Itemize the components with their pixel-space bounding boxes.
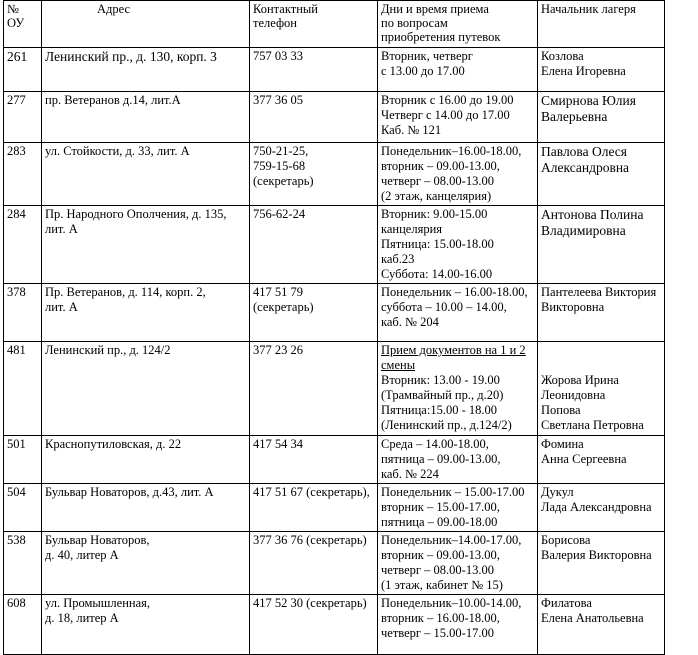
cell-head: Фомина Анна Сергеевна xyxy=(538,436,665,484)
cell-head: Козлова Елена Игоревна xyxy=(538,48,665,92)
cell-num: 608 xyxy=(4,595,42,655)
table-row xyxy=(4,206,665,284)
header-head: Начальник лагеря xyxy=(538,1,665,48)
cell-num: 261 xyxy=(4,48,42,92)
table-row xyxy=(4,532,665,595)
cell-num: 481 xyxy=(4,342,42,436)
cell-days: Понедельник–16.00-18.00, вторник – 09.00-13.00, четверг – 08.00-13.00 (2 этаж, канцелярия) xyxy=(378,143,538,206)
cell-days: Вторник с 16.00 до 19.00 Четверг с 14.00 до 17.00 Каб. № 121 xyxy=(378,92,538,143)
table-row xyxy=(4,595,665,655)
cell-address: ул. Промышленная, д. 18, литер А xyxy=(42,595,250,655)
cell-phone: 377 23 26 xyxy=(250,342,378,436)
cell-num: 277 xyxy=(4,92,42,143)
cell-num: 283 xyxy=(4,143,42,206)
header-address: Адрес xyxy=(42,1,250,48)
table-row xyxy=(4,143,665,206)
table-row xyxy=(4,436,665,484)
cell-phone: 377 36 05 xyxy=(250,92,378,143)
cell-head: Борисова Валерия Викторовна xyxy=(538,532,665,595)
cell-num: 504 xyxy=(4,484,42,532)
cell-num: 501 xyxy=(4,436,42,484)
cell-address: Краснопутиловская, д. 22 xyxy=(42,436,250,484)
cell-days: Понедельник–14.00-17.00, вторник – 09.00-13.00, четверг – 08.00-13.00 (1 этаж, кабинет № 15) xyxy=(378,532,538,595)
cell-days: Вторник, четверг с 13.00 до 17.00 xyxy=(378,48,538,92)
table-row xyxy=(4,484,665,532)
cell-address: Бульвар Новаторов, д. 40, литер А xyxy=(42,532,250,595)
table-row xyxy=(4,48,665,92)
cell-head: Смирнова Юлия Валерьевна xyxy=(538,92,665,143)
cell-head: Павлова Олеся Александровна xyxy=(538,143,665,206)
cell-address: Ленинский пр., д. 124/2 xyxy=(42,342,250,436)
cell-address: пр. Ветеранов д.14, лит.А xyxy=(42,92,250,143)
cell-head: Антонова Полина Владимировна xyxy=(538,206,665,284)
cell-phone: 417 52 30 (секретарь) xyxy=(250,595,378,655)
cell-phone: 757 03 33 xyxy=(250,48,378,92)
cell-address: Пр. Народного Ополчения, д. 135, лит. А xyxy=(42,206,250,284)
cell-head: Филатова Елена Анатольевна xyxy=(538,595,665,655)
cell-head: Дукул Лада Александровна xyxy=(538,484,665,532)
cell-phone: 417 51 67 (секретарь), xyxy=(250,484,378,532)
header-num: № ОУ xyxy=(4,1,42,48)
cell-address: Пр. Ветеранов, д. 114, корп. 2, лит. А xyxy=(42,284,250,342)
cell-days: Понедельник – 16.00-18.00, суббота – 10.00 – 14.00, каб. № 204 xyxy=(378,284,538,342)
cell-phone: 756-62-24 xyxy=(250,206,378,284)
cell-address: ул. Стойкости, д. 33, лит. А xyxy=(42,143,250,206)
cell-days: Понедельник – 15.00-17.00 вторник – 15.00-17.00, пятница – 09.00-18.00 xyxy=(378,484,538,532)
cell-address: Ленинский пр., д. 130, корп. 3 xyxy=(42,48,250,92)
cell-num: 538 xyxy=(4,532,42,595)
cell-days: Понедельник–10.00-14.00, вторник – 16.00-18.00, четверг – 15.00-17.00 xyxy=(378,595,538,655)
cell-num: 378 xyxy=(4,284,42,342)
cell-days: Прием документов на 1 и 2 смены Вторник: 13.00 - 19.00 (Трамвайный пр., д.20) Пятница:15.00 - 18.00 (Ленинский пр., д.124/2) xyxy=(378,342,538,436)
table-row xyxy=(4,92,665,143)
cell-num: 284 xyxy=(4,206,42,284)
camps-table xyxy=(3,0,665,655)
header-phone: Контактный телефон xyxy=(250,1,378,48)
cell-days: Вторник: 9.00-15.00 канцелярия Пятница: 15.00-18.00 каб.23 Суббота: 14.00-16.00 xyxy=(378,206,538,284)
cell-phone: 417 54 34 xyxy=(250,436,378,484)
table-row xyxy=(4,284,665,342)
cell-head: Пантелеева Виктория Викторовна xyxy=(538,284,665,342)
cell-days: Среда – 14.00-18.00, пятница – 09.00-13.00, каб. № 224 xyxy=(378,436,538,484)
cell-head: Жорова Ирина Леонидовна Попова Светлана Петровна xyxy=(538,342,665,436)
cell-phone: 417 51 79 (секретарь) xyxy=(250,284,378,342)
cell-phone: 377 36 76 (секретарь) xyxy=(250,532,378,595)
header-days: Дни и время приема по вопросам приобретения путевок xyxy=(378,1,538,48)
table-header-row xyxy=(4,1,665,48)
cell-phone: 750-21-25, 759-15-68 (секретарь) xyxy=(250,143,378,206)
cell-address: Бульвар Новаторов, д.43, лит. А xyxy=(42,484,250,532)
table-row xyxy=(4,342,665,436)
